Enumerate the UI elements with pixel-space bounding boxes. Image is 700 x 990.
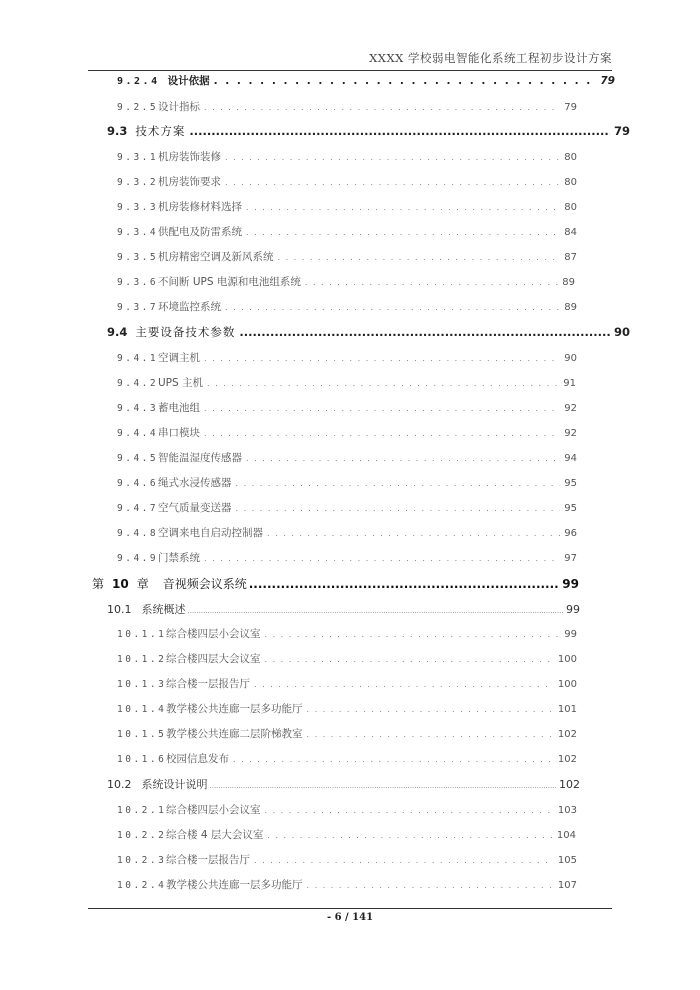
toc-title: 综合楼一层报告厅 xyxy=(166,854,250,866)
toc-title: 教学楼公共连廊一层多功能厅 xyxy=(166,703,303,715)
toc-page: 97 xyxy=(564,553,577,564)
toc-page: 99 xyxy=(566,603,580,616)
toc-title: 机房装饰装修 xyxy=(158,151,221,163)
toc-entry[interactable] xyxy=(117,475,577,490)
toc-title: 串口模块 xyxy=(158,427,200,439)
toc-entry[interactable] xyxy=(117,877,577,892)
dot-leader xyxy=(236,479,561,488)
dot-leader xyxy=(189,124,610,138)
toc-chapter-prefix: 第 xyxy=(92,577,105,591)
toc-number: 9.4.9 xyxy=(117,553,159,564)
toc-number: 10.2.3 xyxy=(117,855,167,866)
toc-chapter-suffix: 章 xyxy=(136,577,149,591)
toc-title: 设计依据 xyxy=(167,75,210,87)
toc-page: 80 xyxy=(564,202,577,213)
toc-number: 9.3.7 xyxy=(117,302,159,313)
dot-leader xyxy=(210,782,558,790)
dot-leader xyxy=(267,831,553,840)
toc-entry[interactable] xyxy=(117,500,577,515)
toc-title: 设计指标 xyxy=(158,101,200,113)
toc-page: 92 xyxy=(564,403,577,414)
dot-leader xyxy=(265,806,554,815)
toc-number: 10.1.6 xyxy=(117,754,167,765)
toc-entry[interactable] xyxy=(117,676,577,691)
toc-page: 89 xyxy=(562,277,575,288)
toc-title: 环境监控系统 xyxy=(158,301,221,313)
toc-number: 10.1.5 xyxy=(117,729,167,740)
toc-number: 10.1.2 xyxy=(117,654,167,665)
toc-page: 84 xyxy=(564,227,577,238)
dot-leader xyxy=(265,630,561,639)
toc-entry[interactable] xyxy=(117,827,576,842)
toc-number: 10.2 xyxy=(107,778,132,791)
toc-entry[interactable] xyxy=(117,450,577,465)
toc-entry[interactable] xyxy=(117,525,577,540)
toc-number: 9.4 xyxy=(107,325,128,339)
dot-leader xyxy=(278,253,561,262)
toc-entry[interactable] xyxy=(117,802,577,817)
toc-title: 空调主机 xyxy=(158,352,200,364)
toc-entry[interactable] xyxy=(117,199,577,214)
toc-page: 101 xyxy=(557,704,577,715)
toc-page: 99 xyxy=(564,629,577,640)
toc-entry[interactable] xyxy=(117,651,577,666)
toc-page: 99 xyxy=(562,577,579,591)
dot-leader xyxy=(204,429,560,438)
toc-page: 96 xyxy=(564,528,577,539)
toc-title: 机房精密空调及新风系统 xyxy=(158,251,274,263)
toc-number: 9.4.8 xyxy=(117,528,159,539)
toc-number: 9.4.6 xyxy=(117,478,159,489)
dot-leader xyxy=(233,755,554,764)
toc-number: 9.2.5 xyxy=(117,102,159,113)
toc-entry[interactable] xyxy=(107,123,630,139)
dot-leader xyxy=(265,655,554,664)
toc-page: 90 xyxy=(564,353,577,364)
toc-number: 10.1.3 xyxy=(117,679,167,690)
toc-entry[interactable] xyxy=(107,776,580,792)
toc-page: 104 xyxy=(556,830,576,841)
dot-leader xyxy=(204,103,560,112)
toc-title: 机房装修材料选择 xyxy=(158,201,242,213)
page-header-title: XXXX 学校弱电智能化系统工程初步设计方案 xyxy=(369,51,612,65)
toc-title: 校园信息发布 xyxy=(166,753,229,765)
toc-entry[interactable] xyxy=(117,249,577,264)
toc-number: 10.1 xyxy=(107,603,132,616)
toc-entry[interactable] xyxy=(117,274,575,289)
toc-page: 102 xyxy=(557,729,577,740)
toc-title: 机房装饰要求 xyxy=(158,176,221,188)
toc-title: UPS 主机 xyxy=(158,377,204,389)
toc-entry[interactable] xyxy=(117,626,577,641)
toc-title: 教学楼公共连廊一层多功能厅 xyxy=(166,879,303,891)
toc-page: 100 xyxy=(557,679,577,690)
dot-leader xyxy=(305,278,558,287)
toc-number: 9.4.3 xyxy=(117,403,159,414)
toc-title: 空气质量变送器 xyxy=(158,502,232,514)
toc-entry[interactable] xyxy=(107,324,630,340)
toc-page: 80 xyxy=(564,177,577,188)
toc-page: 79 xyxy=(613,124,630,138)
dot-leader xyxy=(249,577,561,591)
toc-title: 系统设计说明 xyxy=(141,778,208,791)
toc-entry[interactable] xyxy=(117,299,577,314)
dot-leader xyxy=(207,379,559,388)
toc-title: 蓄电池组 xyxy=(158,402,200,414)
toc-page: 102 xyxy=(557,754,577,765)
toc-entry[interactable] xyxy=(117,425,577,440)
toc-title: 绳式水浸传感器 xyxy=(158,477,232,489)
toc-title: 不间断 UPS 电源和电池组系统 xyxy=(158,276,301,288)
toc-chapter-entry[interactable] xyxy=(92,575,579,592)
dot-leader xyxy=(246,203,560,212)
toc-page: 80 xyxy=(564,152,577,163)
toc-entry[interactable] xyxy=(117,224,577,239)
toc-title: 音视频会议系统 xyxy=(162,577,247,591)
toc-entry[interactable] xyxy=(117,174,577,189)
toc-entry[interactable] xyxy=(117,852,577,867)
toc-entry[interactable] xyxy=(107,601,580,617)
toc-page: 87 xyxy=(564,252,577,263)
toc-title: 空调来电自启动控制器 xyxy=(158,527,263,539)
dot-leader xyxy=(204,354,560,363)
toc-number: 10.2.2 xyxy=(117,830,167,841)
dot-leader xyxy=(246,228,560,237)
dot-leader xyxy=(246,454,560,463)
page-number: - 6 / 141 xyxy=(326,912,374,923)
toc-number: 9.4.1 xyxy=(117,353,159,364)
toc-page: 90 xyxy=(613,325,630,339)
toc-page: 94 xyxy=(564,453,577,464)
toc-title: 综合楼四层小会议室 xyxy=(166,628,261,640)
dot-leader xyxy=(307,730,554,739)
toc-number: 9.4.4 xyxy=(117,428,159,439)
dot-leader xyxy=(225,153,560,162)
toc-page: 79 xyxy=(564,102,577,113)
toc-number: 9.3 xyxy=(107,124,128,138)
toc-entry[interactable] xyxy=(117,99,577,114)
toc-number: 9.4.7 xyxy=(117,503,159,514)
toc-title: 综合楼 4 层大会议室 xyxy=(166,829,264,841)
toc-number: 9.3.4 xyxy=(117,227,159,238)
toc-page: 89 xyxy=(564,302,577,313)
toc-entry[interactable] xyxy=(117,350,577,365)
toc-title: 综合楼四层小会议室 xyxy=(166,804,261,816)
toc-page: 92 xyxy=(564,428,577,439)
toc-page: 91 xyxy=(563,378,576,389)
toc-title: 供配电及防雷系统 xyxy=(158,226,242,238)
toc-page: 105 xyxy=(557,855,577,866)
toc-title: 门禁系统 xyxy=(158,552,200,564)
toc-title: 综合楼一层报告厅 xyxy=(166,678,250,690)
toc-entry[interactable] xyxy=(117,400,577,415)
toc-entry[interactable] xyxy=(117,73,615,88)
toc-chapter-number: 10 xyxy=(112,577,129,591)
dot-leader xyxy=(239,325,610,339)
dot-leader xyxy=(236,504,561,513)
toc-number: 10.2.4 xyxy=(117,880,167,891)
toc-title: 主要设备技术参数 xyxy=(135,325,236,339)
dot-leader xyxy=(188,607,565,615)
toc-title: 智能温湿度传感器 xyxy=(158,452,242,464)
dot-leader xyxy=(267,529,560,538)
toc-number: 9.4.2 xyxy=(117,378,159,389)
toc-number: 9.3.3 xyxy=(117,202,159,213)
toc-number: 9.3.6 xyxy=(117,277,159,288)
toc-page: 107 xyxy=(557,880,577,891)
toc-entry[interactable] xyxy=(117,726,577,741)
toc-number: 10.2.1 xyxy=(117,805,167,816)
toc-number: 10.1.4 xyxy=(117,704,167,715)
toc-page: 100 xyxy=(557,654,577,665)
dot-leader xyxy=(225,178,560,187)
dot-leader xyxy=(254,856,554,865)
toc-title: 综合楼四层大会议室 xyxy=(166,653,261,665)
toc-entry[interactable] xyxy=(117,701,577,716)
toc-title: 系统概述 xyxy=(141,603,186,616)
toc-page: 103 xyxy=(557,805,577,816)
toc-page: 95 xyxy=(564,478,577,489)
header-rule xyxy=(88,70,612,71)
dot-leader xyxy=(204,404,560,413)
toc-number: 9.2.4 xyxy=(117,76,160,87)
toc-number: 9.3.5 xyxy=(117,252,159,263)
toc-entry[interactable] xyxy=(117,550,577,565)
footer-rule xyxy=(88,908,612,909)
toc-title: 技术方案 xyxy=(135,124,186,138)
dot-leader xyxy=(204,554,560,563)
toc-number: 9.3.1 xyxy=(117,152,159,163)
toc-entry[interactable] xyxy=(117,149,577,164)
toc-page: 95 xyxy=(564,503,577,514)
toc-title: 教学楼公共连廊二层阶梯教室 xyxy=(166,728,303,740)
toc-entry[interactable] xyxy=(117,751,577,766)
dot-leader xyxy=(225,303,560,312)
dot-leader xyxy=(307,881,554,890)
toc-number: 9.4.5 xyxy=(117,453,159,464)
toc-page: 102 xyxy=(559,778,580,791)
toc-page: 79 xyxy=(600,75,615,87)
dot-leader xyxy=(254,680,554,689)
toc-number: 9.3.2 xyxy=(117,177,159,188)
toc-number: 10.1.1 xyxy=(117,629,167,640)
dot-leader xyxy=(214,75,597,87)
toc-entry[interactable] xyxy=(117,375,576,390)
dot-leader xyxy=(307,705,554,714)
